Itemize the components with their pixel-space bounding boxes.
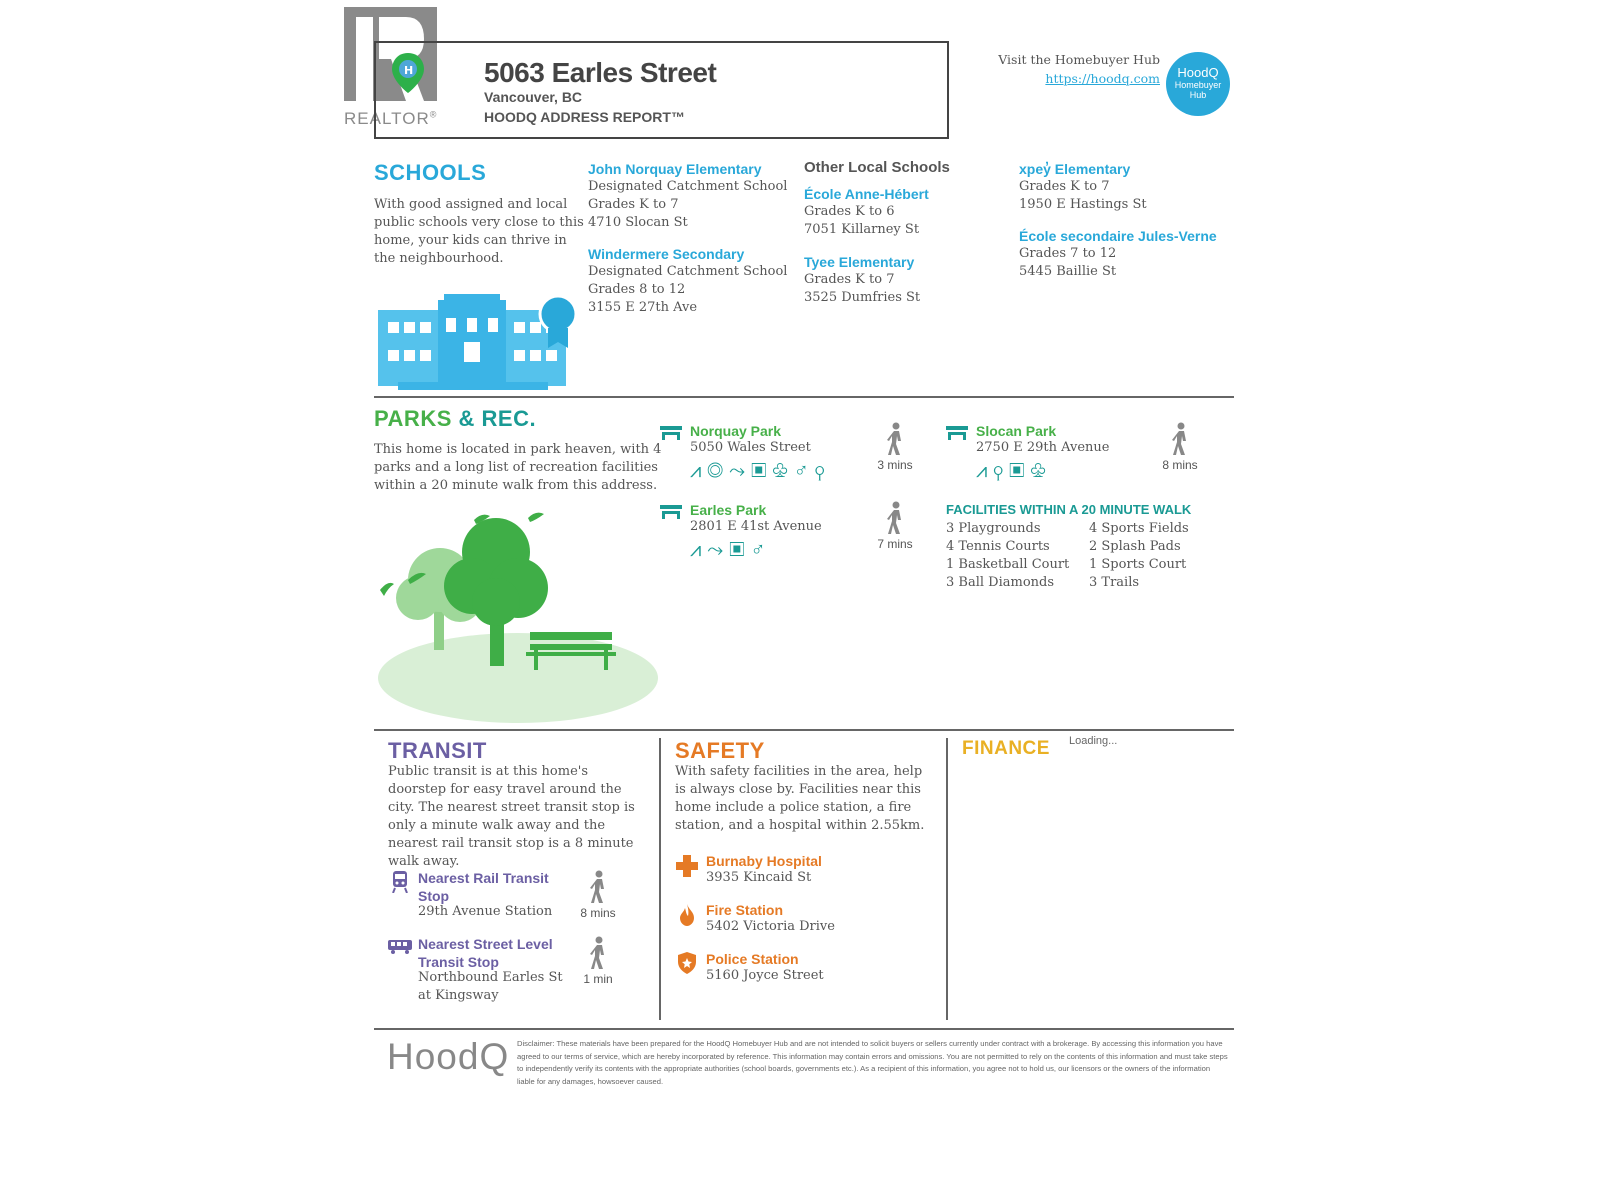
city-label: Vancouver, BC xyxy=(484,89,583,105)
safety-desc: With safety facilities in the area, help is always close by. Facilities near this home include a police station, a fire station, and a hospital within 2.55km. xyxy=(675,764,925,833)
divider xyxy=(374,729,1234,731)
school-name[interactable]: École secondaire Jules-Verne xyxy=(1019,228,1217,244)
svg-text:H: H xyxy=(404,64,414,77)
bench-icon xyxy=(946,426,968,440)
school-building-illustration xyxy=(378,292,588,392)
schools-desc: With good assigned and local public schools very close to this home, your kids can thrive in the neighbourhood. xyxy=(374,197,584,266)
train-icon xyxy=(392,871,408,893)
walk-time-slocan: 8 mins xyxy=(1150,422,1210,472)
school-assigned-2: Windermere Secondary Designated Catchment School Grades 8 to 12 3155 E 27th Ave xyxy=(588,246,788,315)
report-label: HOODQ ADDRESS REPORT™ xyxy=(484,109,685,125)
facilities-list-left: 3 Playgrounds 4 Tennis Courts 1 Basketball Court 3 Ball Diamonds xyxy=(946,521,1070,590)
facilities-title: FACILITIES WITHIN A 20 MINUTE WALK xyxy=(946,502,1192,517)
hospital-name[interactable]: Burnaby Hospital xyxy=(706,853,822,869)
walking-person-icon xyxy=(887,501,903,535)
realtor-wordmark: REALTOR® xyxy=(344,109,438,128)
facility-icons: ⩘◎⤳▣♧♂⚲ xyxy=(690,460,831,482)
finance-title: FINANCE xyxy=(962,738,1050,759)
parks-title: PARKS & REC. xyxy=(374,406,537,431)
walking-person-icon xyxy=(887,422,903,456)
disclaimer-text: Disclaimer: These materials have been prepared for the HoodQ Homebuyer Hub and are not intended to solicit buyers or sellers currently under contract with a brokerage. By accessing this information you have agreed to our terms of service, which are hereby incorporated by reference. This information may contain errors and omissions. You are not permitted to rely on the contents of this information and must take steps to independently verify its contents with the appropriate authorities (school boards, governments etc.). As a recipient of this information, you agree not to hold us, our licensors or the owners of the information liable for any damages, howsoever caused. xyxy=(517,1039,1228,1086)
schools-title: SCHOOLS xyxy=(374,160,487,185)
hub-link[interactable]: https://hoodq.com xyxy=(1045,71,1160,86)
divider xyxy=(374,1028,1234,1030)
street-stop-name[interactable]: Nearest Street Level Transit Stop xyxy=(418,936,553,970)
divider xyxy=(374,396,1234,398)
finance-loading: Loading... xyxy=(1069,735,1118,747)
school-name[interactable]: Windermere Secondary xyxy=(588,246,745,262)
park-name[interactable]: Earles Park xyxy=(690,502,767,518)
police-shield-icon xyxy=(678,952,696,974)
rail-stop-sub: 29th Avenue Station xyxy=(418,904,553,919)
police-station-name[interactable]: Police Station xyxy=(706,951,799,967)
visit-hub-text: Visit the Homebuyer Hub xyxy=(998,52,1160,67)
walk-time-earles: 7 mins xyxy=(865,501,925,551)
bench-icon xyxy=(660,505,682,519)
bus-icon xyxy=(388,940,412,954)
fire-icon xyxy=(680,904,694,926)
walking-person-icon xyxy=(590,936,606,970)
hospital-cross-icon xyxy=(676,855,698,877)
hoodq-footer-logo: HoodQ xyxy=(387,1036,510,1077)
school-other-2: Tyee Elementary Grades K to 7 3525 Dumfries St xyxy=(804,253,1004,307)
park-name[interactable]: Norquay Park xyxy=(690,423,782,439)
transit-desc: Public transit is at this home's doorstep for easy travel around the city. The nearest street transit stop is only a minute walk away and the nearest rail transit stop is a 8 minute walk away. xyxy=(388,764,635,869)
bench-icon xyxy=(660,426,682,440)
fire-station-name[interactable]: Fire Station xyxy=(706,902,784,918)
school-assigned-1: John Norquay Elementary Designated Catchment School Grades K to 7 4710 Slocan St xyxy=(588,161,788,230)
facilities-list-right: 4 Sports Fields 2 Splash Pads 1 Sports Court 3 Trails xyxy=(1089,521,1189,590)
street-stop-sub: Northbound Earles St at Kingsway xyxy=(418,970,563,1003)
facility-icons: ⩘⚲▣♧ xyxy=(976,460,1052,482)
school-other-4: École secondaire Jules-Verne Grades 7 to 12 5445 Baillie St xyxy=(1019,227,1239,281)
address-title: 5063 Earles Street xyxy=(484,57,717,88)
walking-person-icon xyxy=(1172,422,1188,456)
facility-icons: ⩘⤳▣♂ xyxy=(690,539,772,561)
school-name[interactable]: John Norquay Elementary xyxy=(588,161,762,177)
park-illustration xyxy=(378,510,660,725)
park-norquay: Norquay Park 5050 Wales Street ⩘◎⤳▣♧♂⚲ xyxy=(660,422,920,492)
walk-time-rail: 8 mins xyxy=(568,870,628,920)
walk-time-norquay: 3 mins xyxy=(865,422,925,472)
parks-desc: This home is located in park heaven, with 4 parks and a long list of recreation facilities within a 20 minute walk from this address. xyxy=(374,442,662,493)
column-divider xyxy=(946,738,948,1020)
school-name[interactable]: École Anne-Hébert xyxy=(804,186,929,202)
school-other-1: École Anne-Hébert Grades K to 6 7051 Killarney St xyxy=(804,185,1004,239)
rail-stop-name[interactable]: Nearest Rail Transit Stop xyxy=(418,870,549,904)
hub-badge[interactable]: HoodQ Homebuyer Hub xyxy=(1166,52,1230,116)
walk-time-street: 1 min xyxy=(568,936,628,986)
school-other-3: xpey̓ Elementary Grades K to 7 1950 E Hastings St xyxy=(1019,160,1229,214)
school-name[interactable]: xpey̓ Elementary xyxy=(1019,161,1131,177)
transit-title: TRANSIT xyxy=(388,738,487,763)
park-name[interactable]: Slocan Park xyxy=(976,423,1057,439)
safety-title: SAFETY xyxy=(675,738,765,763)
park-slocan: Slocan Park 2750 E 29th Avenue ⩘⚲▣♧ xyxy=(946,422,1186,492)
header-box xyxy=(374,41,949,139)
other-schools-title: Other Local Schools xyxy=(804,159,950,176)
school-name[interactable]: Tyee Elementary xyxy=(804,254,915,270)
column-divider xyxy=(659,738,661,1020)
walking-person-icon xyxy=(590,870,606,904)
park-earles: Earles Park 2801 E 41st Avenue ⩘⤳▣♂ xyxy=(660,501,920,571)
